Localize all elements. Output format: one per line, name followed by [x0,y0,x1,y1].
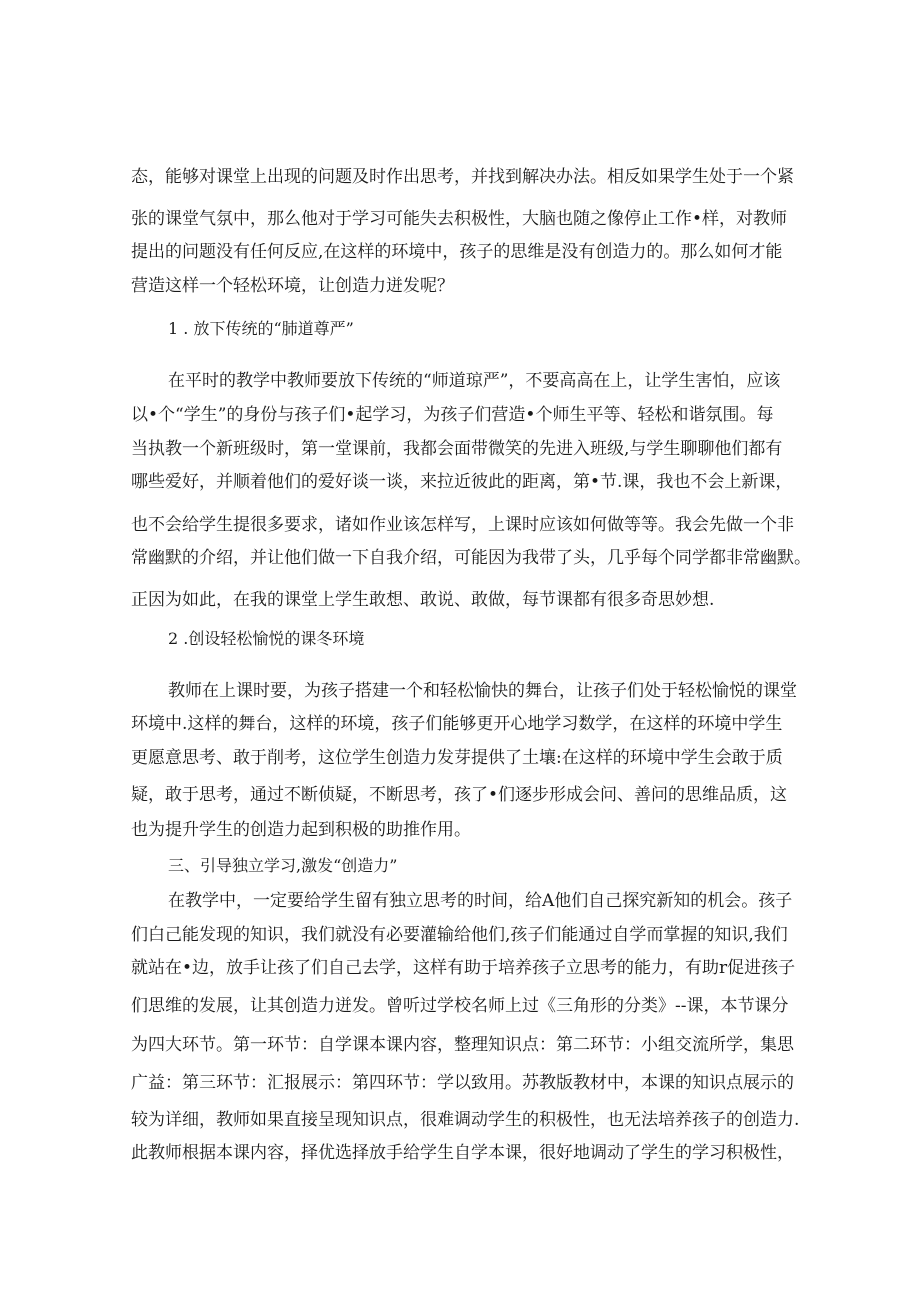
paragraph-line: 也为提升学生的创造力起到积极的助推作用。 [131,820,471,840]
paragraph-line: 教师在上课时要，为孩子搭建一个和轻松愉快的舞台，让孩子们处于轻松愉悦的课堂 [168,681,797,701]
paragraph-line: 为四大环节。第一环节：自学课本课内容，整理知识点：第二环节：小组交流所学，集思 [131,1035,794,1055]
paragraph-line: 营造这样一个轻松环境，让创造力迸发呢？ [131,276,454,296]
paragraph-line: 广益：第三环节：汇报展示：第四环节：学以致用。苏教版教材中，本课的知识点展示的 [131,1073,794,1093]
paragraph-line: 更愿意思考、敢于削考，这位学生创造力发芽提供了土壤:在这样的环境中学生会敢于质 [131,748,783,768]
paragraph-line: 也不会给学生提很多要求，诸如作业该怎样写，上课时应该如何做等等。我会先做一个非 [131,515,794,535]
paragraph-line: 常幽默的介绍，并让他们做一下自我介绍，可能因为我带了头，几乎每个同学都非常幽默。 [131,548,811,568]
paragraph-line: 环境中.这样的舞台，这样的环境，孩子们能够更开心地学习数学，在这样的环境中学生 [131,714,783,734]
paragraph-line: 疑，敢于思考，通过不断侦疑，不断思考，孩了•们逐步形成会问、善问的思维品质，这 [131,785,788,805]
paragraph-line: 就站在•边，放手让孩了们自己去学，这样有助于培养孩子立思考的能力，有助r促进孩子 [131,958,796,978]
section-heading: 2 .创设轻松愉悦的课冬环境 [168,629,365,648]
paragraph-line: 以•个“学生”的身份与孩子们•起学习，为孩子们营造•个师生平等、轻松和谐氛围。每 [131,405,774,425]
section-heading: 三、引导独立学习,激发“创造力” [168,856,398,875]
paragraph-line: 在平时的教学中教师要放下传统的“师道琼严”，不要高高在上，让学生害怕，应该 [168,371,781,391]
section-heading: 1 . 放下传统的“肺道尊严” [168,319,354,338]
paragraph-line: 态，能够对课堂上出现的问题及时作出思考，并找到解决办法。相反如果学生处于一个紧 [131,167,794,187]
paragraph-line: 张的课堂气氛中，那么他对于学习可能失去积极性，大脑也随之像停止工作•样，对教师 [131,209,788,229]
paragraph-line: 提出的问题没有任何反应,在这样的环境中，孩子的思维是没有创造力的。那么如何才能 [131,242,783,262]
paragraph-line: 正因为如此，在我的课堂上学生敢想、敢说、敢做，每节课都有很多奇思妙想. [131,590,715,610]
paragraph-line: 当执教一个新班级时，第一堂课前，我都会面带微笑的先进入班级,与学生聊聊他们都有 [131,439,783,459]
paragraph-line: 此教师根据本课内容，择优选择放手给学生自学本课，很好地调动了学生的学习积极性， [131,1143,794,1163]
paragraph-line: 们白己能发现的知识，我们就没有必要灌输给他们,孩子们能通过自学而掌握的知识,我们 [131,925,788,945]
paragraph-line: 在教学中，一定要给学生留有独立思考的时间，给A他们自己探究新知的机会。孩子 [168,891,793,911]
paragraph-line: 们思维的发展，让其创造力迸发。曾听过学校名师上过《三角形的分类》--课，本节课分 [131,996,789,1016]
paragraph-line: 较为详细，教师如果直接呈现知识点，很难调动学生的积极性，也无法培养孩子的创造力. [131,1110,800,1130]
paragraph-line: 哪些爱好，并顺着他们的爱好谈一谈，来拉近彼此的距离，第•节.课，我也不会上新课， [131,472,793,492]
